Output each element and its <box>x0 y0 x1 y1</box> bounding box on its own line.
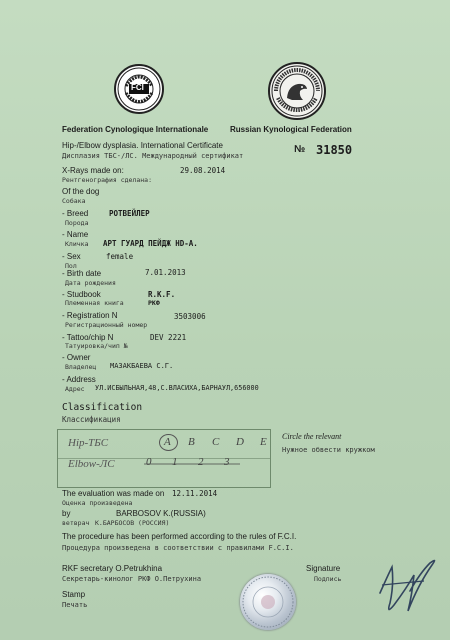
name-value: АРТ ГУАРД ПЕЙДЖ HD-A. <box>103 239 198 248</box>
vet-name: BARBOSOV K.(RUSSIA) <box>116 509 206 518</box>
sex-label-text: Sex <box>66 252 81 261</box>
evaluation-label: The evaluation was made on <box>62 489 165 498</box>
dog-title: Of the dog <box>62 187 100 196</box>
signature-label-ru: Подпись <box>314 575 342 583</box>
registration-value: 3503006 <box>174 312 206 321</box>
birth-value: 7.01.2013 <box>145 268 186 277</box>
owner-label: - Owner <box>62 353 91 362</box>
elbow-grade-3: 3 <box>224 456 230 468</box>
circle-instruction: Circle the relevant <box>282 432 342 441</box>
studbook-label-ru: Племенная книга <box>65 299 124 307</box>
procedure-text-ru: Процедура произведена в соответствии с правилами F.C.I. <box>62 544 294 552</box>
hip-grade-c: C <box>212 436 220 448</box>
elbow-grade-1: 1 <box>172 456 178 468</box>
signature-scribble <box>372 545 442 620</box>
cert-number: 31850 <box>316 143 353 157</box>
tattoo-label-text: Tattoo/chip N <box>66 333 114 342</box>
xray-date: 29.08.2014 <box>180 166 226 175</box>
hip-label: Hip-ТБС <box>68 437 109 449</box>
sex-value: female <box>106 252 134 261</box>
fci-logo-text: FCI <box>131 83 144 92</box>
hip-grade-e: E <box>260 436 267 448</box>
secretary-label: RKF secretary O.Petrukhina <box>62 564 163 573</box>
sex-label: - Sex <box>62 252 81 261</box>
rkf-name: Russian Kynological Federation <box>230 125 352 134</box>
classification-title-ru: Классификация <box>62 415 121 424</box>
stamp-label: Stamp <box>62 590 86 599</box>
cert-number-symbol: № <box>294 144 306 155</box>
studbook-label: - Studbook <box>62 290 101 299</box>
address-label-ru: Адрес <box>65 385 85 393</box>
address-value: УЛ.ИСБЫЛЬНАЯ,48,С.ВЛАСИХА,БАРНАУЛ,656000 <box>95 384 259 392</box>
hip-grade-d: D <box>236 436 244 448</box>
breed-value: РОТВЕЙЛЕР <box>109 209 150 218</box>
fci-logo <box>114 64 164 114</box>
studbook-value: R.K.F. <box>148 290 176 299</box>
dog-title-ru: Собака <box>62 197 86 205</box>
owner-label-text: Owner <box>66 353 91 362</box>
circle-instruction-ru: Нужное обвести кружком <box>282 446 375 454</box>
studbook-label-text: Studbook <box>66 290 101 299</box>
birth-label: - Birth date <box>62 269 102 278</box>
registration-label: - Registration N <box>62 311 118 320</box>
xray-label: X-Rays made on: <box>62 166 124 175</box>
breed-label-ru: Порода <box>65 219 89 227</box>
owner-label-ru: Владелец <box>65 363 97 371</box>
signature-label: Signature <box>306 564 341 573</box>
owner-value: МАЗАКБАЕВА С.Г. <box>110 362 174 370</box>
evaluation-date: 12.11.2014 <box>172 489 218 498</box>
name-label: - Name <box>62 230 89 239</box>
stamp-label-ru: Печать <box>62 601 88 609</box>
address-label-text: Address <box>66 375 96 384</box>
elbow-label: Elbow-ЛС <box>68 458 115 470</box>
birth-label-ru: Дата рождения <box>65 279 116 287</box>
by-label-ru: ветврач <box>62 519 90 527</box>
address-label: - Address <box>62 375 96 384</box>
studbook-value-ru: РКФ <box>148 299 160 307</box>
classification-title: Classification <box>62 402 143 413</box>
birth-label-text: Birth date <box>66 269 102 278</box>
registration-label-text: Registration N <box>66 311 118 320</box>
sex-label-ru: Пол <box>65 262 77 270</box>
procedure-text: The procedure has been performed according to the rules of F.C.I. <box>62 532 297 541</box>
name-label-text: Name <box>66 230 89 239</box>
breed-label-text: Breed <box>66 209 89 218</box>
tattoo-label: - Tattoo/chip N <box>62 333 114 342</box>
vet-name-ru: К.БАРБОСОВ (РОССИЯ) <box>95 519 170 527</box>
title-ru: Дисплазия ТБС-/ЛС. Международный сертификат <box>62 152 244 160</box>
by-label: by <box>62 509 71 518</box>
registration-label-ru: Регистрационный номер <box>65 321 148 329</box>
hip-grade-selected-circle <box>159 434 178 451</box>
evaluation-label-ru: Оценка произведена <box>62 499 133 507</box>
fci-name: Federation Cynologique Internationale <box>62 125 209 134</box>
hip-grade-b: B <box>188 436 195 448</box>
hip-grade-a: A <box>164 436 171 448</box>
secretary-label-ru: Секретарь-кинолог РКФ О.Петрухина <box>62 575 202 583</box>
title-en: Hip-/Elbow dysplasia. International Certificate <box>62 141 223 150</box>
hologram-stamp <box>240 574 296 630</box>
elbow-grade-0: 0 <box>146 456 152 468</box>
elbow-grade-2: 2 <box>198 456 204 468</box>
breed-label: - Breed <box>62 209 89 218</box>
rkf-logo <box>268 62 326 120</box>
tattoo-value: DEV 2221 <box>150 333 187 342</box>
tattoo-label-ru: Татуировка/чип № <box>65 342 128 350</box>
xray-label-ru: Рентгенография сделана: <box>62 176 153 184</box>
name-label-ru: Кличка <box>65 240 89 248</box>
